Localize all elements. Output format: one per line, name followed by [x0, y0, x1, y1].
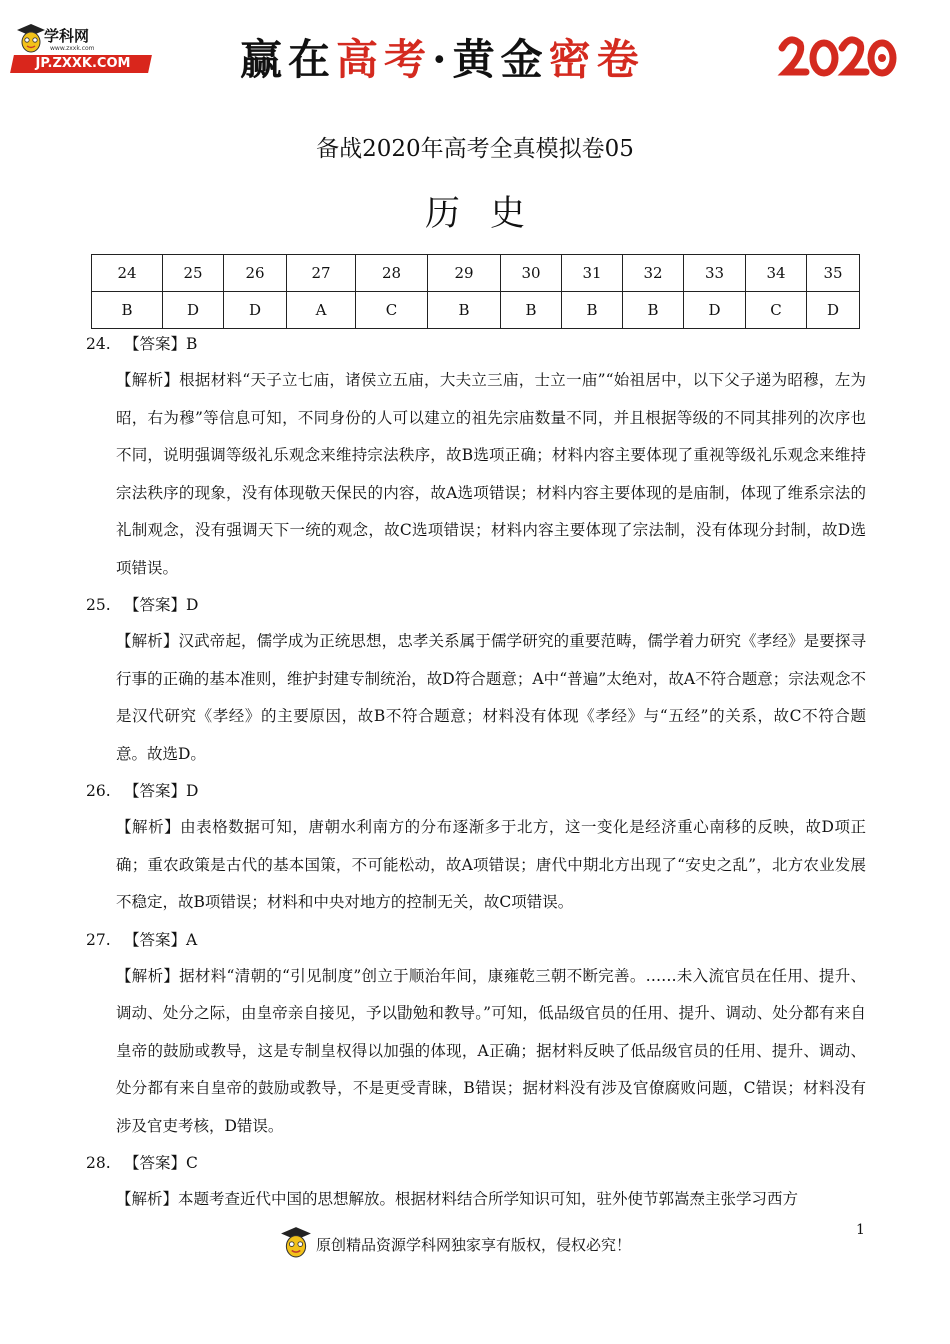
table-cell: D — [163, 292, 224, 329]
question-number: 28. — [86, 1154, 111, 1172]
logo-url: JP.ZXXK.COM — [35, 56, 131, 71]
table-cell: 31 — [562, 255, 623, 292]
year-2020-logo — [776, 32, 898, 84]
table-cell: 29 — [428, 255, 501, 292]
table-cell: 26 — [224, 255, 287, 292]
table-cell: 24 — [92, 255, 163, 292]
table-cell: D — [807, 292, 860, 329]
answer-label: 【答案】A — [124, 930, 198, 949]
mascot-icon — [16, 22, 46, 54]
table-cell: C — [356, 292, 428, 329]
subject-title: 历史 — [424, 194, 555, 234]
banner-part-3: · — [432, 35, 453, 84]
table-cell: C — [746, 292, 807, 329]
table-cell: 33 — [684, 255, 746, 292]
table-cell: B — [501, 292, 562, 329]
answer-explanations — [86, 326, 866, 1219]
question-block — [86, 1145, 866, 1219]
copyright-notice: 原创精品资源学科网独家享有版权，侵权必究！ — [316, 1236, 632, 1254]
answer-label: 【答案】B — [124, 335, 198, 353]
logo-site-name: 学科网 — [44, 27, 90, 45]
question-number: 26. — [86, 782, 111, 800]
explanation-text: 【解析】据材料“清朝的“引见制度”创立于顺治年间，康雍乾三朝不断完善。……未入流官员在任用、提升、调动、处分之际，由皇帝亲自接见，予以勖勉和教导。”可知，低品级官员的任用、提升、调动、处分都有来自皇帝的鼓励或教导，这是专制皇权得以加强的体现，A正确；据材料反映了低品级官员的任用、提升、调动、处分都有来自皇帝的鼓励或教导，不是更受青睐，B错误；据材料没有涉及官僚腐败问题，C错误；材料没有涉及官吏考核，D错误。 — [116, 966, 866, 1135]
table-cell: D — [684, 292, 746, 329]
table-cell: 25 — [163, 255, 224, 292]
table-cell: A — [287, 292, 356, 329]
banner-part-5: 密卷 — [548, 35, 645, 84]
answer-label: 【答案】D — [124, 596, 199, 614]
table-cell: 35 — [807, 255, 860, 292]
answer-letter-row — [92, 292, 860, 329]
answer-label: 【答案】C — [124, 1154, 198, 1172]
site-logo[interactable] — [10, 22, 152, 76]
question-block — [86, 587, 866, 773]
question-block — [86, 326, 866, 587]
explanation-text: 【解析】根据材料“天子立七庙，诸侯立五庙，大夫立三庙，士立一庙”“始祖居中，以下父子递为昭穆，左为昭，右为穆”等信息可知，不同身份的人可以建立的祖先宗庙数量不同，并且根据等级的不同其排列的次序也不同，说明强调等级礼乐观念来维持宗法秩序，故B选项正确；材料内容主要体现了重视等级礼乐观念来维持宗法秩序的现象，没有体现敬天保民的内容，故A选项错误；材料内容主要体现的是庙制，体现了维系宗法的礼制观念，没有强调天下一统的观念，故C选项错误；材料内容主要体现了宗法制，没有体现分封制，故D选项错误。 — [116, 371, 866, 577]
table-cell: 30 — [501, 255, 562, 292]
question-number-row — [92, 255, 860, 292]
page-footer — [280, 1222, 680, 1262]
question-number: 25. — [86, 596, 111, 614]
explanation-text: 【解析】汉武帝起，儒学成为正统思想，忠孝关系属于儒学研究的重要范畴，儒学着力研究《孝经》是要探寻行事的正确的基本准则，维护封建专制统治，故D符合题意；A中“普遍”太绝对，故A不符合题意；宗法观念不是汉代研究《孝经》的主要原因，故B不符合题意；材料没有体现《孝经》与“五经”的关系，故C不符合题意。故选D。 — [116, 632, 866, 763]
logo-small-url: www.zxxk.com — [50, 45, 95, 52]
paper-title: 备战2020年高考全真模拟卷05 — [316, 136, 634, 162]
question-block — [86, 922, 866, 1146]
banner-part-1: 赢在 — [240, 35, 337, 84]
table-cell: B — [92, 292, 163, 329]
table-cell: 32 — [623, 255, 684, 292]
header-banner — [240, 30, 760, 90]
answer-table — [91, 254, 860, 329]
table-cell: 34 — [746, 255, 807, 292]
table-cell: D — [224, 292, 287, 329]
question-number: 27. — [86, 930, 111, 949]
mascot-icon — [280, 1224, 312, 1260]
table-cell: 28 — [356, 255, 428, 292]
question-block — [86, 773, 866, 922]
page-number: 1 — [856, 1222, 865, 1238]
answer-label: 【答案】D — [124, 782, 199, 800]
table-cell: B — [562, 292, 623, 329]
banner-part-2: 高考 — [336, 35, 433, 84]
banner-part-4: 黄金 — [452, 35, 549, 84]
table-cell: 27 — [287, 255, 356, 292]
question-number: 24. — [86, 335, 111, 353]
table-cell: B — [623, 292, 684, 329]
explanation-text: 【解析】由表格数据可知，唐朝水利南方的分布逐渐多于北方，这一变化是经济重心南移的反映，故D项正确；重农政策是古代的基本国策，不可能松动，故A项错误；唐代中期北方出现了“安史之乱”，北方农业发展不稳定，故B项错误；材料和中央对地方的控制无关，故C项错误。 — [116, 818, 866, 911]
table-cell: B — [428, 292, 501, 329]
explanation-text: 【解析】本题考查近代中国的思想解放。根据材料结合所学知识可知，驻外使节郭嵩焘主张学习西方 — [116, 1190, 799, 1208]
